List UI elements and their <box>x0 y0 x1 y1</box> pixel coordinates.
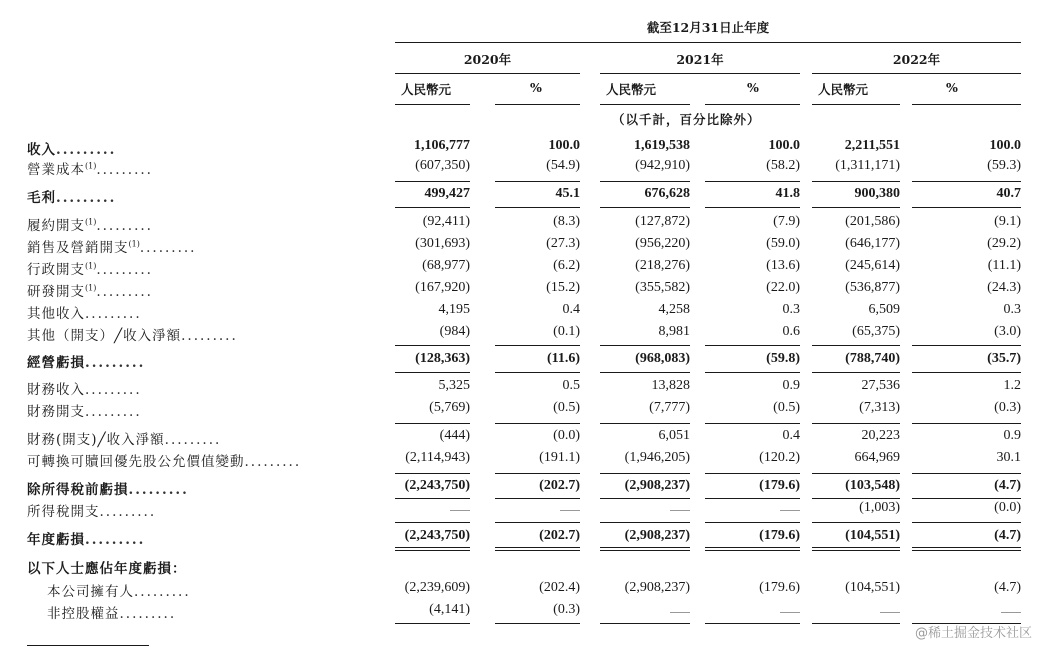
total-rule <box>395 550 470 551</box>
cell-value: 6,051 <box>658 428 690 443</box>
cell-value: (0.0) <box>994 500 1021 515</box>
cell-value: (218,276) <box>635 258 690 273</box>
cell-value: 0.6 <box>782 324 800 339</box>
cell-value: (646,177) <box>845 236 900 251</box>
row-label-text: 其他收入 <box>27 306 85 322</box>
total-rule <box>705 498 800 499</box>
cell-value: 0.3 <box>1003 302 1021 317</box>
row-label-text: 經營虧損 <box>27 355 85 371</box>
row-label-text: 營業成本 <box>27 162 85 178</box>
cell-value: 8,981 <box>658 324 690 339</box>
subtotal-rule <box>912 181 1021 182</box>
sub-rule <box>600 104 690 105</box>
cell-value: (201,586) <box>845 214 900 229</box>
footnote-marker: (1) <box>128 239 140 249</box>
total-rule <box>705 623 800 624</box>
cell-value: (9.1) <box>994 214 1021 229</box>
cell-value: (8.3) <box>553 214 580 229</box>
subtotal-rule <box>495 181 580 182</box>
cell-value: 4,258 <box>658 302 690 317</box>
leader-dots: ......... <box>164 432 222 448</box>
total-rule <box>912 372 1021 373</box>
row-label-text: 其他（開支）╱收入淨額 <box>27 328 182 344</box>
total-rule <box>912 207 1021 208</box>
subtotal-rule <box>812 522 900 523</box>
leader-dots: ......... <box>244 454 302 470</box>
total-rule <box>812 498 900 499</box>
cell-value: (1,946,205) <box>624 450 690 465</box>
cell-value: (7,313) <box>859 400 900 415</box>
cell-value: (59.0) <box>766 236 800 251</box>
cell-value: (179.6) <box>759 580 800 595</box>
cell-value: (0.5) <box>553 400 580 415</box>
cell-value: (2,239,609) <box>404 580 470 595</box>
currency-header-2020: 人民幣元 <box>401 82 452 97</box>
cell-value: (536,877) <box>845 280 900 295</box>
cell-value: (167,920) <box>415 280 470 295</box>
cell-value: (7,777) <box>649 400 690 415</box>
cell-value: 1.2 <box>1003 378 1021 393</box>
leader-dots: ......... <box>139 240 197 256</box>
nil-dash <box>560 510 580 511</box>
total-rule <box>600 372 690 373</box>
cell-value: (968,083) <box>635 351 690 366</box>
sub-rule <box>705 104 800 105</box>
cell-value: (11.6) <box>546 351 580 366</box>
subtotal-rule <box>600 423 690 424</box>
sub-rule <box>912 104 1021 105</box>
year-2020: 2020年 <box>463 52 512 67</box>
cell-value: (956,220) <box>635 236 690 251</box>
row-label-text: 財務收入 <box>27 382 85 398</box>
subtotal-rule <box>812 181 900 182</box>
cell-value: (984) <box>439 324 470 339</box>
year-rule-2022 <box>812 73 1021 74</box>
total-rule <box>600 623 690 624</box>
subtotal-rule <box>912 473 1021 474</box>
cell-value: (13.6) <box>766 258 800 273</box>
total-rule <box>495 623 580 624</box>
cell-value: (7.9) <box>773 214 800 229</box>
row-label <box>27 450 301 470</box>
subtotal-rule <box>705 181 800 182</box>
subtotal-rule <box>395 345 470 346</box>
row-label <box>27 528 145 548</box>
subtotal-rule <box>812 345 900 346</box>
cell-value: 45.1 <box>555 186 580 201</box>
cell-value: (245,614) <box>845 258 900 273</box>
row-label-text: 毛利 <box>27 190 56 206</box>
cell-value: (0.3) <box>553 602 580 617</box>
total-rule <box>395 372 470 373</box>
cell-value: (27.3) <box>546 236 580 251</box>
cell-value: (0.0) <box>553 428 580 443</box>
subtotal-rule <box>395 181 470 182</box>
cell-value: (59.3) <box>987 158 1021 173</box>
cell-value: 40.7 <box>996 186 1021 201</box>
cell-value: 4,195 <box>438 302 470 317</box>
header-rule <box>395 42 1021 43</box>
cell-value: (65,375) <box>852 324 900 339</box>
cell-value: 2,211,551 <box>844 138 900 153</box>
leader-dots: ......... <box>85 306 142 322</box>
leader-dots: ......... <box>128 482 189 498</box>
subtotal-rule <box>600 181 690 182</box>
watermark: @稀土掘金技术社区 <box>914 626 1032 641</box>
row-label <box>27 351 145 371</box>
cell-value: 0.4 <box>782 428 800 443</box>
cell-value: (35.7) <box>987 351 1021 366</box>
footnote-marker: (1) <box>85 161 97 171</box>
year-2022: 2022年 <box>892 52 941 67</box>
cell-value: (127,872) <box>635 214 690 229</box>
footnote-marker: (1) <box>85 261 97 271</box>
cell-value: (444) <box>439 428 470 443</box>
total-rule <box>495 207 580 208</box>
leader-dots: ......... <box>134 584 191 600</box>
total-rule <box>495 550 580 551</box>
year-2021: 2021年 <box>676 52 724 67</box>
double-rule <box>912 547 1021 548</box>
nil-dash <box>450 510 470 511</box>
cell-value: (22.0) <box>766 280 800 295</box>
cell-value: (4.7) <box>994 528 1021 543</box>
subtotal-rule <box>812 473 900 474</box>
cell-value: (104,551) <box>845 528 900 543</box>
cell-value: 0.9 <box>782 378 800 393</box>
total-rule <box>812 550 900 551</box>
percent-header-2020: % <box>530 80 542 95</box>
cell-value: (4,141) <box>429 602 470 617</box>
cell-value: (788,740) <box>845 351 900 366</box>
cell-value: (2,908,237) <box>624 580 690 595</box>
cell-value: (202.7) <box>539 528 580 543</box>
total-rule <box>705 207 800 208</box>
period-heading: 截至12月31日止年度 <box>646 20 770 35</box>
cell-value: 41.8 <box>775 186 800 201</box>
subtotal-rule <box>912 522 1021 523</box>
row-label-text: 財務(開支)╱收入淨額 <box>27 432 165 448</box>
cell-value: (2,243,750) <box>404 528 470 543</box>
total-rule <box>395 207 470 208</box>
cell-value: 100.0 <box>989 138 1021 153</box>
row-label-text: 非控股權益 <box>47 606 120 622</box>
footnote-rule <box>27 645 149 646</box>
leader-dots: ......... <box>96 218 153 234</box>
cell-value: (104,551) <box>845 580 900 595</box>
row-label-text: 財務開支 <box>27 404 85 420</box>
subtotal-rule <box>705 473 800 474</box>
row-label-text: 收入 <box>27 142 56 158</box>
subtotal-rule <box>395 423 470 424</box>
total-rule <box>395 623 470 624</box>
footnote-marker: (1) <box>85 283 97 293</box>
percent-header-2021: % <box>747 80 759 95</box>
cell-value: 1,106,777 <box>414 138 470 153</box>
row-label <box>27 302 142 322</box>
cell-value: (2,908,237) <box>624 478 690 493</box>
cell-value: (0.5) <box>773 400 800 415</box>
cell-value: 100.0 <box>768 138 800 153</box>
double-rule <box>705 547 800 548</box>
row-label-text: 年度虧損 <box>27 532 85 548</box>
row-label <box>27 138 116 158</box>
cell-value: (59.8) <box>766 351 800 366</box>
total-rule <box>912 550 1021 551</box>
currency-header-2022: 人民幣元 <box>818 82 869 97</box>
cell-value: (1,003) <box>859 500 900 515</box>
subtotal-rule <box>495 423 580 424</box>
footnote-marker: (1) <box>85 217 97 227</box>
row-label <box>27 378 142 398</box>
cell-value: (942,910) <box>635 158 690 173</box>
cell-value: (179.6) <box>759 478 800 493</box>
total-rule <box>705 550 800 551</box>
cell-value: 676,628 <box>644 186 690 201</box>
sub-rule <box>812 104 900 105</box>
row-label-text: 行政開支 <box>27 262 85 278</box>
row-label-text: 本公司擁有人 <box>47 584 134 600</box>
row-label <box>27 557 187 577</box>
leader-dots: ......... <box>56 190 117 206</box>
cell-value: (11.1) <box>987 258 1021 273</box>
row-label-text: 研發開支 <box>27 284 85 300</box>
row-label <box>27 186 116 206</box>
leader-dots: ......... <box>85 382 142 398</box>
row-label-text: 除所得稅前虧損 <box>27 482 129 498</box>
nil-dash <box>670 510 690 511</box>
leader-dots: ......... <box>99 504 157 520</box>
subtotal-rule <box>495 345 580 346</box>
subtotal-rule <box>812 423 900 424</box>
cell-value: (92,411) <box>422 214 470 229</box>
row-label <box>27 478 189 498</box>
row-label-text: 以下人士應佔年度虧損： <box>27 561 187 577</box>
cell-value: 6,509 <box>868 302 900 317</box>
row-label <box>27 258 153 278</box>
cell-value: 0.4 <box>562 302 580 317</box>
subtotal-rule <box>705 423 800 424</box>
percent-header-2022: % <box>946 80 958 95</box>
subtotal-rule <box>395 473 470 474</box>
subtotal-rule <box>495 522 580 523</box>
leader-dots: ......... <box>181 328 238 344</box>
total-rule <box>395 498 470 499</box>
cell-value: 0.5 <box>562 378 580 393</box>
subtotal-rule <box>395 522 470 523</box>
subtotal-rule <box>705 522 800 523</box>
row-label <box>27 236 196 256</box>
subtotal-rule <box>705 345 800 346</box>
row-label <box>27 158 153 178</box>
row-label <box>27 324 238 344</box>
cell-value: (15.2) <box>546 280 580 295</box>
leader-dots: ......... <box>96 262 153 278</box>
cell-value: (202.7) <box>539 478 580 493</box>
nil-dash <box>670 612 690 613</box>
double-rule <box>495 547 580 548</box>
cell-value: 499,427 <box>424 186 470 201</box>
cell-value: (607,350) <box>415 158 470 173</box>
cell-value: 13,828 <box>651 378 690 393</box>
row-label <box>47 602 176 622</box>
total-rule <box>812 372 900 373</box>
cell-value: (29.2) <box>987 236 1021 251</box>
cell-value: (179.6) <box>759 528 800 543</box>
row-label-text: 履約開支 <box>27 218 85 234</box>
row-label <box>47 580 191 600</box>
cell-value: (4.7) <box>994 580 1021 595</box>
cell-value: 5,325 <box>438 378 470 393</box>
subtotal-rule <box>600 345 690 346</box>
cell-value: (4.7) <box>994 478 1021 493</box>
total-rule <box>600 498 690 499</box>
cell-value: (6.2) <box>553 258 580 273</box>
cell-value: (58.2) <box>766 158 800 173</box>
cell-value: (5,769) <box>429 400 470 415</box>
leader-dots: ......... <box>96 284 153 300</box>
cell-value: 20,223 <box>861 428 900 443</box>
cell-value: 900,380 <box>854 186 900 201</box>
cell-value: (2,243,750) <box>404 478 470 493</box>
row-label <box>27 500 156 520</box>
row-label <box>27 400 142 420</box>
leader-dots: ......... <box>85 355 146 371</box>
double-rule <box>600 547 690 548</box>
subtotal-rule <box>912 345 1021 346</box>
cell-value: 0.9 <box>1003 428 1021 443</box>
double-rule <box>812 547 900 548</box>
cell-value: (2,908,237) <box>624 528 690 543</box>
nil-dash <box>1001 612 1021 613</box>
cell-value: (0.3) <box>994 400 1021 415</box>
year-rule-2020 <box>395 73 580 74</box>
leader-dots: ......... <box>85 404 142 420</box>
row-label-text: 銷售及營銷開支 <box>27 240 129 256</box>
cell-value: (1,311,171) <box>835 158 900 173</box>
leader-dots: ......... <box>96 162 153 178</box>
cell-value: (24.3) <box>987 280 1021 295</box>
cell-value: (2,114,943) <box>405 450 470 465</box>
nil-dash <box>780 612 800 613</box>
cell-value: 27,536 <box>861 378 900 393</box>
total-rule <box>812 207 900 208</box>
row-label <box>27 428 221 448</box>
cell-value: (301,693) <box>415 236 470 251</box>
subtotal-rule <box>912 423 1021 424</box>
year-rule-2021 <box>600 73 800 74</box>
total-rule <box>812 623 900 624</box>
total-rule <box>600 550 690 551</box>
subtotal-rule <box>600 473 690 474</box>
cell-value: (191.1) <box>539 450 580 465</box>
cell-value: (54.9) <box>546 158 580 173</box>
sub-rule <box>395 104 470 105</box>
total-rule <box>600 207 690 208</box>
cell-value: (68,977) <box>422 258 470 273</box>
leader-dots: ......... <box>56 142 117 158</box>
leader-dots: ......... <box>119 606 177 622</box>
total-rule <box>912 498 1021 499</box>
cell-value: 100.0 <box>548 138 580 153</box>
cell-value: (0.1) <box>553 324 580 339</box>
cell-value: 30.1 <box>996 450 1021 465</box>
row-label-text: 所得稅開支 <box>27 504 100 520</box>
cell-value: (128,363) <box>415 351 470 366</box>
cell-value: (120.2) <box>759 450 800 465</box>
cell-value: (103,548) <box>845 478 900 493</box>
nil-dash <box>880 612 900 613</box>
row-label <box>27 214 153 234</box>
total-rule <box>495 498 580 499</box>
cell-value: (3.0) <box>994 324 1021 339</box>
cell-value: 664,969 <box>854 450 900 465</box>
cell-value: 1,619,538 <box>634 138 690 153</box>
total-rule <box>705 372 800 373</box>
currency-header-2021: 人民幣元 <box>606 82 657 97</box>
leader-dots: ......... <box>85 532 146 548</box>
subtotal-rule <box>495 473 580 474</box>
cell-value: (355,582) <box>635 280 690 295</box>
row-label-text: 可轉換可贖回優先股公允價值變動 <box>27 454 245 470</box>
cell-value: 0.3 <box>782 302 800 317</box>
double-rule <box>395 547 470 548</box>
subtotal-rule <box>600 522 690 523</box>
cell-value: (202.4) <box>539 580 580 595</box>
row-label <box>27 280 153 300</box>
units-note: （以千計，百分比除外） <box>612 112 761 127</box>
total-rule <box>495 372 580 373</box>
sub-rule <box>495 104 580 105</box>
